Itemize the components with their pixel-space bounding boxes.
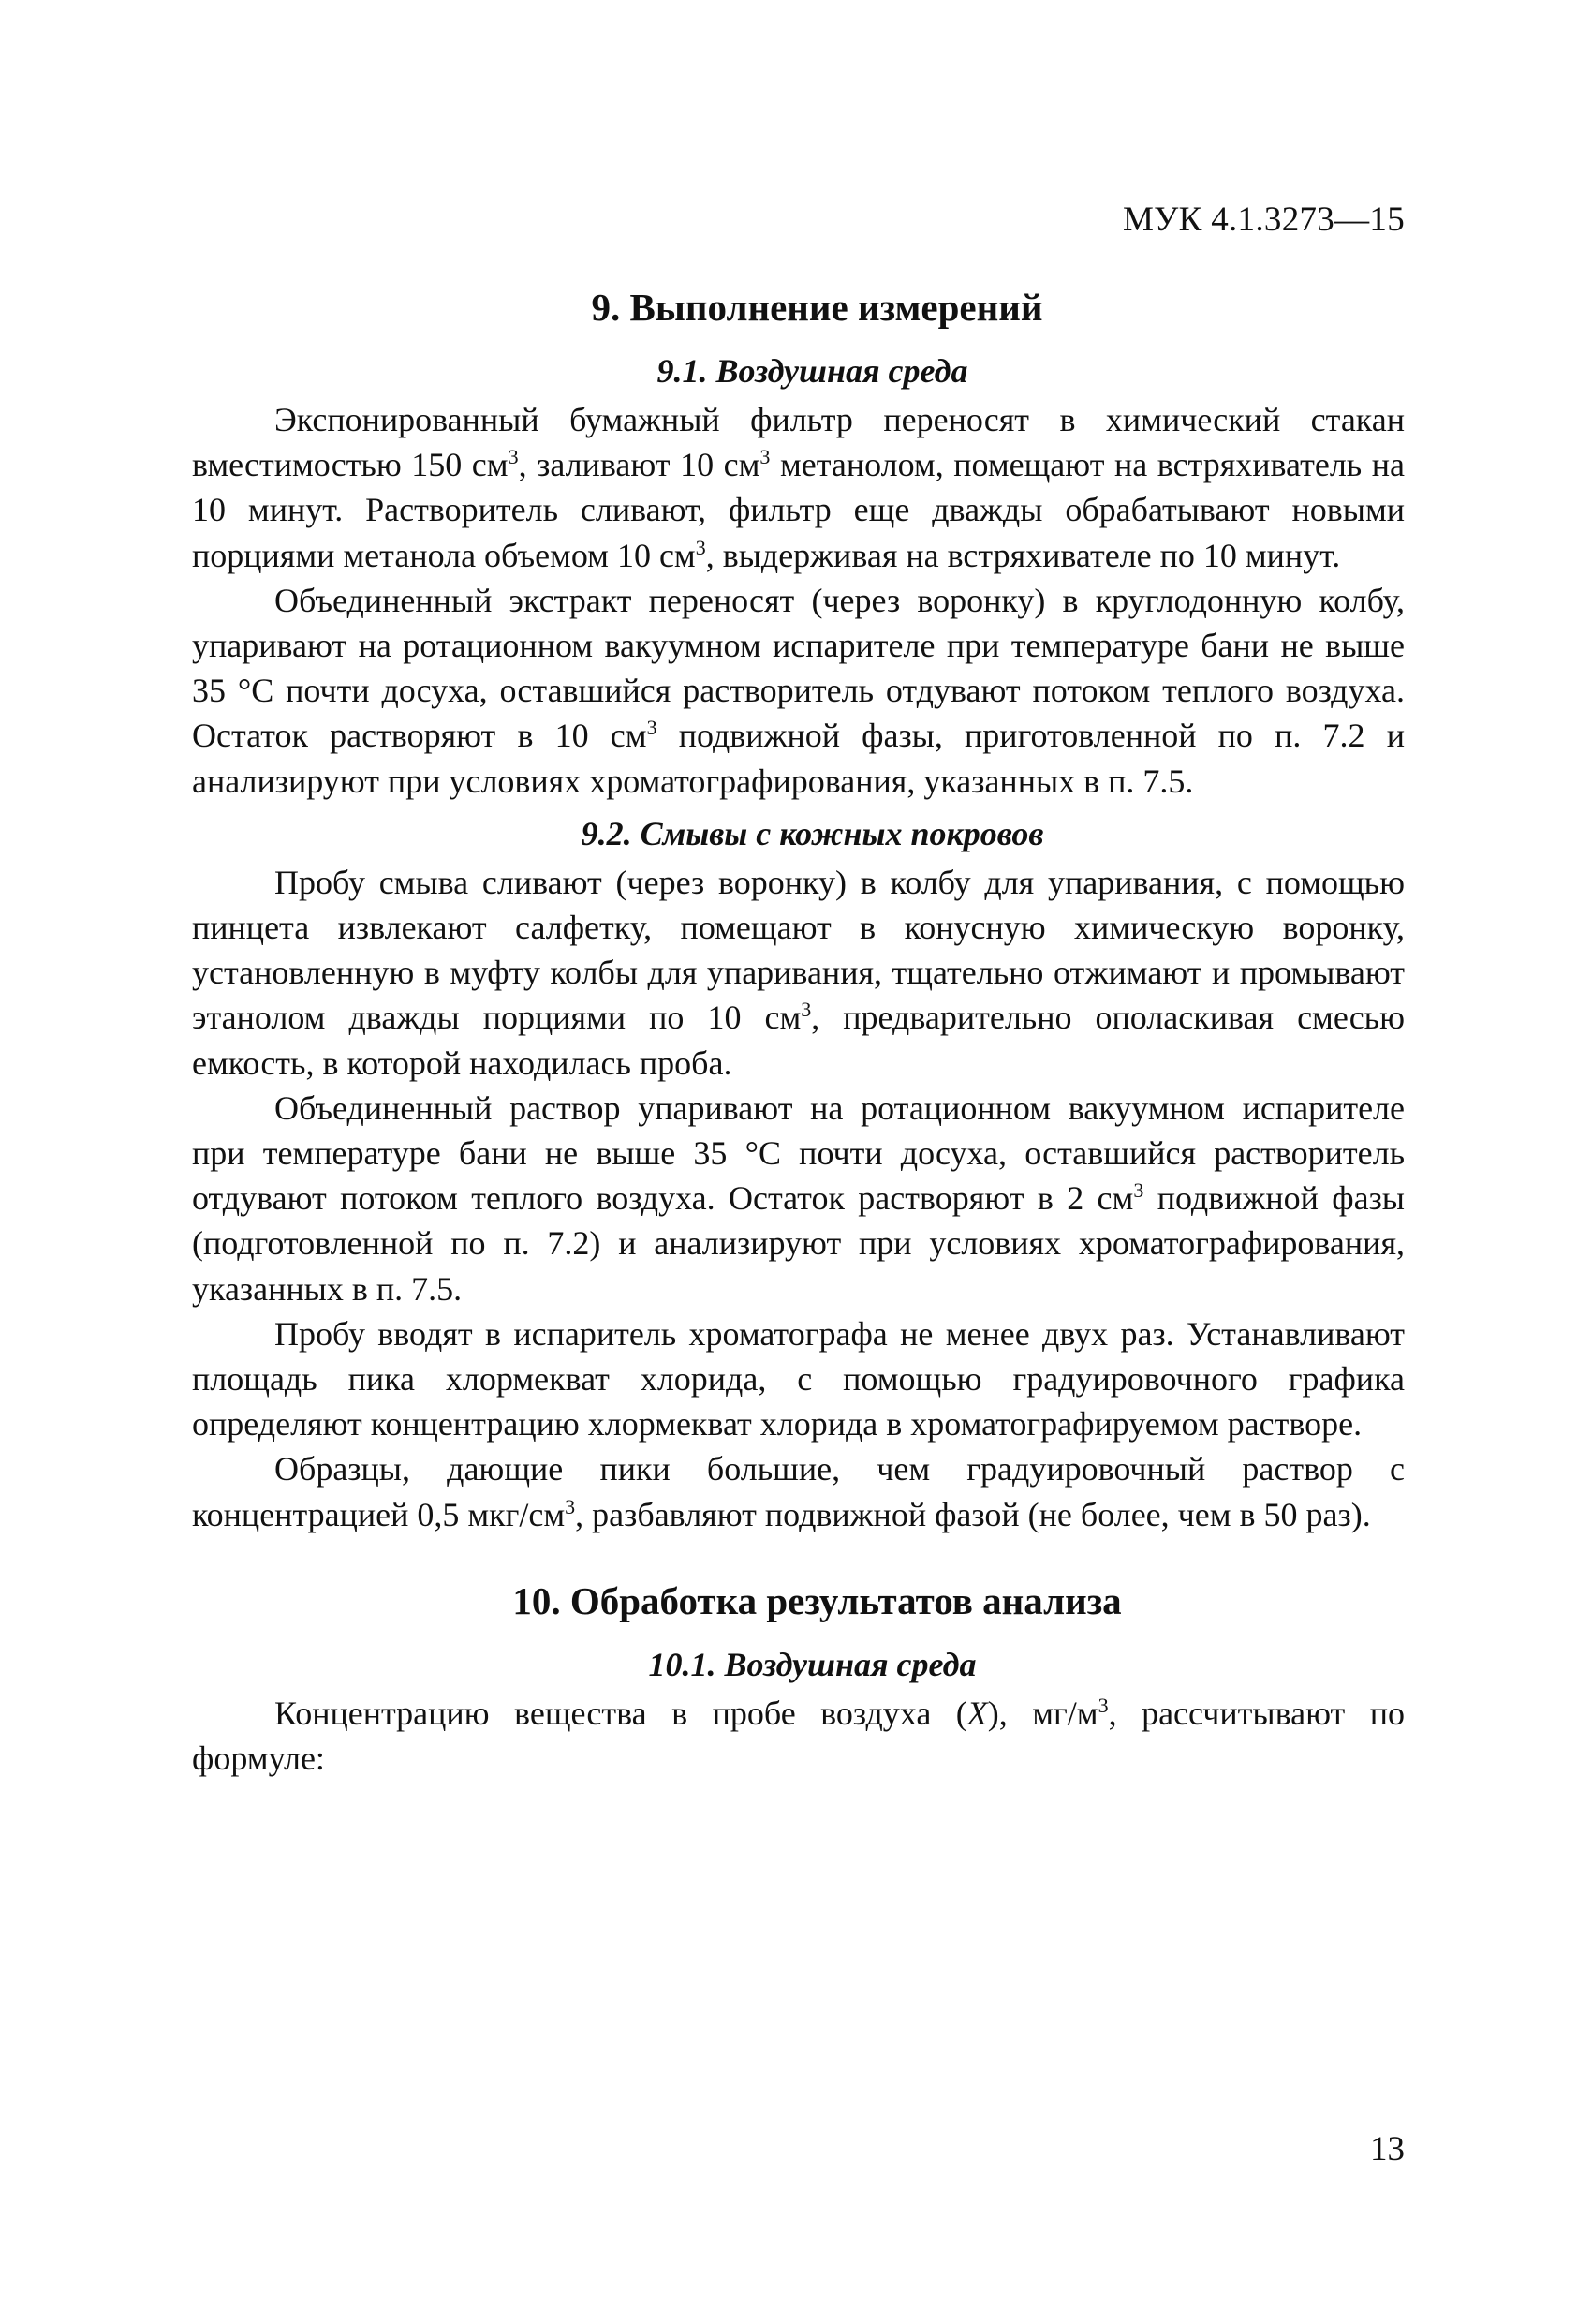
paragraph-9-2-2 bbox=[192, 1086, 1405, 1311]
subsection-10-1-title: 10.1. Воздушная среда bbox=[648, 1645, 977, 1683]
text-run: метанолом, помещают на встряхиватель на 10 минут. Растворитель сливают, фильтр еще дважды обрабатывают новыми порциями метанола объемом 10 см bbox=[192, 446, 1405, 574]
text-run: Объединенный раствор упаривают на ротационном вакуумном испарителе при температуре бани не выше 35 °С почти досуха, оставшийся растворитель отдувают потоком теплого воздуха. Остаток растворяют в 2 см bbox=[192, 1088, 1405, 1218]
paragraph-10-1-1 bbox=[192, 1691, 1405, 1781]
subsection-9-2-title: 9.2. Смывы с кожных покровов bbox=[581, 814, 1044, 852]
page-number: 13 bbox=[1370, 2130, 1405, 2169]
text-run: , предварительно ополаскивая смесью емкость, в которой находилась проба. bbox=[192, 999, 1405, 1082]
text-run: , разбавляют подвижной фазой (не более, чем в 50 раз). bbox=[575, 1495, 1371, 1533]
superscript: 3 bbox=[801, 998, 812, 1022]
text-run: Концентрацию вещества в пробе воздуха ( bbox=[274, 1694, 967, 1732]
superscript: 3 bbox=[508, 445, 519, 469]
superscript: 3 bbox=[1133, 1178, 1144, 1203]
text-run: Образцы, дающие пики большие, чем градуировочный раствор с концентрацией 0,5 мкг/см bbox=[192, 1450, 1405, 1533]
paragraph-9-2-3: Пробу вводят в испаритель хроматографа не менее двух раз. Устанавливают площадь пика хлормекват хлорида, с помощью градуировочного графика определяют концентрацию хлормекват хлорида в хроматографируемом растворе. bbox=[192, 1314, 1405, 1443]
paragraph-9-1-1 bbox=[192, 397, 1405, 578]
text-run: подвижной фазы, приготовленной по п. 7.2 и анализируют при условиях хроматографирования, указанных в п. 7.5. bbox=[192, 717, 1406, 800]
paragraph-9-2-1 bbox=[192, 860, 1405, 1086]
superscript: 3 bbox=[695, 535, 706, 559]
superscript: 3 bbox=[759, 445, 771, 469]
paragraph-9-2-4 bbox=[192, 1446, 1405, 1536]
document-code: МУК 4.1.3273—15 bbox=[1122, 200, 1405, 239]
section-10-title: 10. Обработка результатов анализа bbox=[512, 1578, 1122, 1622]
text-run: , заливают 10 см bbox=[518, 446, 760, 484]
text-run: подвижной фазы (подготовленной по п. 7.2) и анализируют при условиях хроматографирования, указанных в п. 7.5. bbox=[192, 1179, 1405, 1308]
text-run: , выдерживая на встряхивателе по 10 минут. bbox=[705, 536, 1341, 574]
section-9-title: 9. Выполнение измерений bbox=[591, 286, 1043, 329]
text-run: , рассчитывают по формуле: bbox=[192, 1694, 1405, 1778]
text-run: ), мг/м bbox=[987, 1694, 1098, 1732]
page-content bbox=[192, 279, 1405, 1781]
subsection-9-1-title: 9.1. Воздушная среда bbox=[656, 352, 968, 390]
text-run: Объединенный экстракт переносят (через воронку) в круглодонную колбу, упаривают на ротационном вакуумном испарителе при температуре бани не выше 35 °С почти досуха, оставшийся растворитель отдувают потоком теплого воздуха. Остаток растворяют в 10 см bbox=[192, 581, 1405, 755]
superscript: 3 bbox=[646, 716, 657, 740]
text-run: Пробу смыва сливают (через воронку) в колбу для упаривания, с помощью пинцета извлекают салфетку, помещают в конусную химическую воронку, установленную в муфту колбы для упаривания, тщательно отжимают и промывают этанолом дважды порциями по 10 см bbox=[192, 863, 1405, 1037]
text-run: Экспонированный бумажный фильтр переносят в химический стакан вместимостью 150 см bbox=[192, 401, 1405, 484]
superscript: 3 bbox=[565, 1494, 576, 1518]
variable-x: X bbox=[966, 1694, 988, 1732]
paragraph-9-1-2 bbox=[192, 578, 1405, 804]
superscript: 3 bbox=[1098, 1693, 1109, 1717]
